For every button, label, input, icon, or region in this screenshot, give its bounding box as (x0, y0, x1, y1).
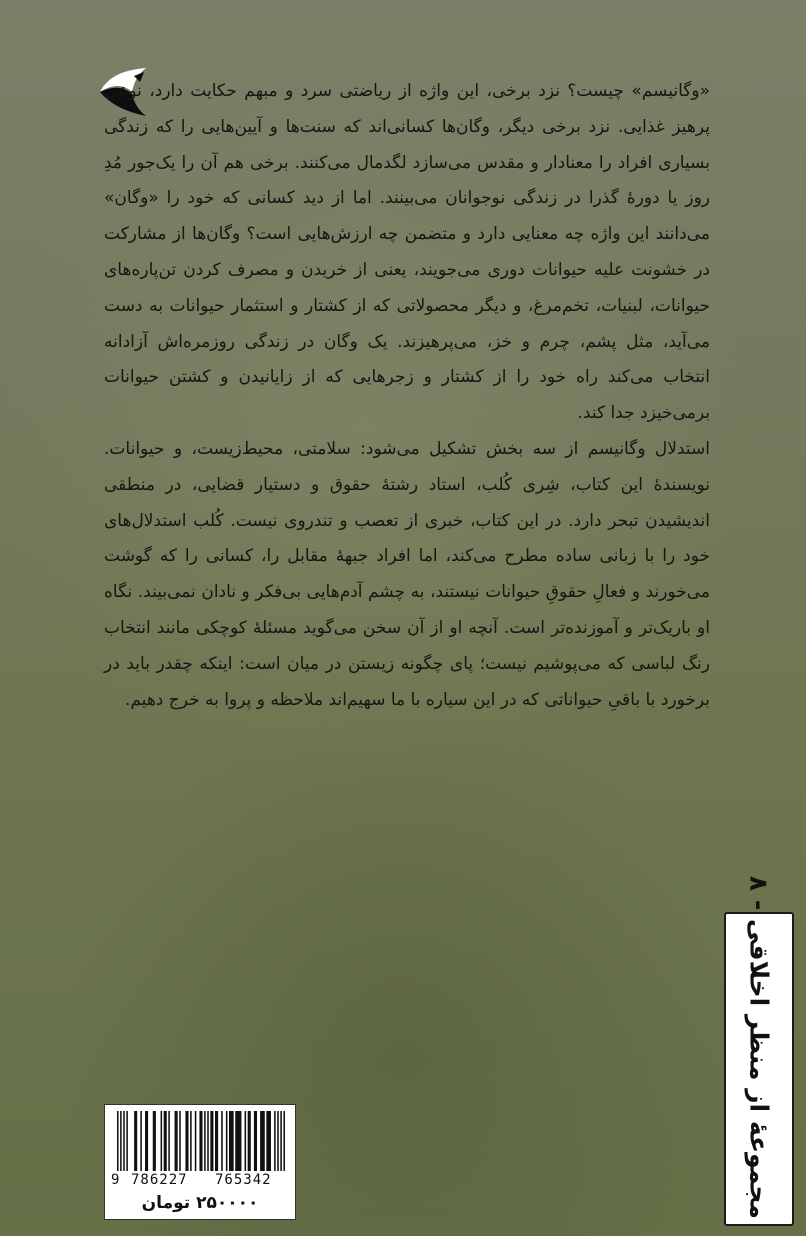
barcode-bar (199, 1111, 202, 1171)
barcode-bar (207, 1111, 209, 1171)
barcode-bar (134, 1111, 137, 1171)
barcode-bar (221, 1111, 223, 1171)
barcode-bar (164, 1111, 167, 1171)
barcode-bar (161, 1111, 163, 1171)
series-label-box (724, 875, 794, 1226)
barcode-bar (168, 1111, 170, 1171)
barcode-bar (204, 1111, 206, 1171)
barcode-bar (145, 1111, 148, 1171)
barcode-bar (254, 1111, 257, 1171)
series-label: مجموعهٔ از منظر اخلاقی - ۸ (744, 875, 774, 1219)
barcode-bar (277, 1111, 279, 1171)
barcode-bar (179, 1111, 181, 1171)
barcode-bar (190, 1111, 192, 1171)
barcode-bar (185, 1111, 188, 1171)
blurb-paragraph-1: «وگانیسم» چیست؟ نزد برخی، این واژه از ریاضتی سرد و مبهم حکایت دارد، نوعی پرهیز غذایی. نزد برخی دیگر، وگان‌ها کسانی‌اند که سنت‌ها و آیین‌هایی را که زندگی بسیاری افراد را معنادار و مقدس می‌سازد لگدمال می‌کنند. برخی هم آن را یک‌جور مُدِ روز یا دورهٔ گذرا در زندگی نوجوانان می‌بینند. اما از دید کسانی که خود را «وگان» می‌دانند این واژه چه معنایی دارد و متضمن چه ارزش‌هایی است؟ وگان‌ها از مشارکت در خشونت علیه حیوانات دوری می‌جویند، یعنی از خریدن و مصرف کردن تن‌پاره‌های حیوانات، لبنیات، تخم‌مرغ، و دیگر محصولاتی که از کشتار و استثمار حیوانات به دست می‌آید، مثل پشم، چرم و خز، می‌پرهیزند. یک وگان در زندگی روزمره‌اش آزادانه انتخاب می‌کند راه خود را از کشتار و زجرهایی که از زایانیدن و کشتن حیوانات برمی‌خیزد جدا کند. (104, 81, 710, 424)
barcode-bar (235, 1111, 241, 1171)
barcode-bar (229, 1111, 234, 1171)
blurb-paragraph-2: استدلال وگانیسم از سه بخش تشکیل می‌شود: سلامتی، محیط‌زیست، و حیوانات. نویسندهٔ این کتاب، شِری کُلب، استاد رشتهٔ حقوق و دستیار قضایی، در منطقی اندیشیدن تبحر دارد. در این کتاب، خبری از تعصب و تندروی نیست. کُلب استدلال‌های خود را با زبانی ساده مطرح می‌کند، اما افراد جبههٔ مقابل را، کسانی را که گوشت می‌خورند و فعالِ حقوقِ حیوانات نیستند، به چشم آدم‌هایی بی‌فکر و نادان نمی‌بیند. نگاه او باریک‌تر و آموزنده‌تر است. آنچه او از آن سخن می‌گوید مسئلهٔ کوچکی مانند انتخاب رنگ لباسی که می‌پوشیم نیست؛ پای چگونه زیستن در میان است: اینکه چقدر باید در برخورد با باقیِ حیواناتی که در این سیاره با ما سهیم‌اند ملاحظه و پروا به خرج دهیم. (104, 438, 710, 710)
price-label: ۲۵۰۰۰۰ تومان (141, 1193, 259, 1213)
barcode-bar (175, 1111, 178, 1171)
barcode-bar (215, 1111, 218, 1171)
barcode-bar (123, 1111, 125, 1171)
barcode-bars (115, 1111, 287, 1171)
barcode-label (104, 1104, 296, 1220)
barcode-bar (120, 1111, 122, 1171)
barcode-bar (260, 1111, 265, 1171)
isbn-prefix: 9 (111, 1172, 120, 1188)
barcode-bar (266, 1111, 271, 1171)
barcode-bar (274, 1111, 276, 1171)
barcode-bar (140, 1111, 142, 1171)
barcode-bar (195, 1111, 197, 1171)
isbn-group-2: 765342 (215, 1172, 272, 1188)
barcode-bar (280, 1111, 282, 1171)
barcode-bar (248, 1111, 251, 1171)
barcode-bar (117, 1111, 119, 1171)
barcode-bar (210, 1111, 213, 1171)
barcode-bar (226, 1111, 228, 1171)
barcode-bar (283, 1111, 285, 1171)
barcode-bar (153, 1111, 156, 1171)
barcode-bar (126, 1111, 128, 1171)
barcode-bar (245, 1111, 247, 1171)
back-cover-blurb (104, 74, 710, 718)
isbn-group-1: 786227 (131, 1172, 188, 1188)
